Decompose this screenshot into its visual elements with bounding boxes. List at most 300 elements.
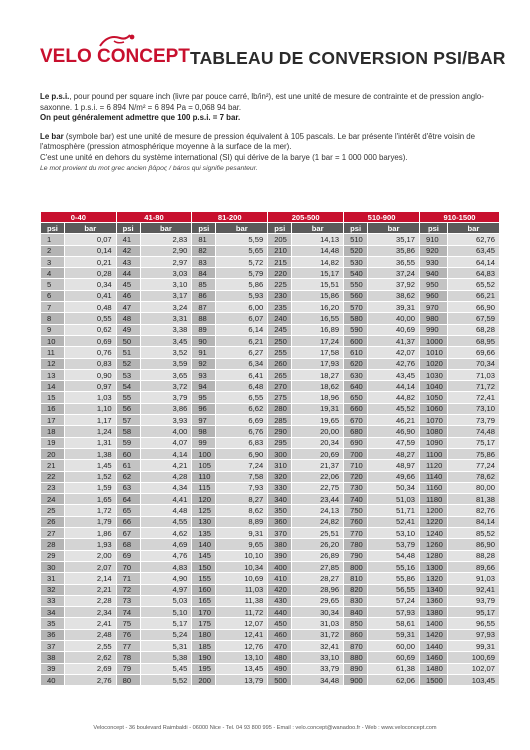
bar-cell: 5,59 <box>216 234 268 245</box>
psi-cell: 5 <box>41 279 65 290</box>
bar-cell: 78,62 <box>447 471 499 482</box>
bar-si-note: C'est une unité en dehors du système international (SI) qui dérive de la barye (1 bar = 1 000 000 baryes). <box>40 152 408 162</box>
psi-cell: 380 <box>268 539 292 550</box>
psi-cell: 125 <box>192 505 216 516</box>
psi-cell: 215 <box>268 256 292 267</box>
bar-cell: 1,03 <box>64 392 116 403</box>
bar-cell: 3,31 <box>140 313 192 324</box>
bar-cell: 82,76 <box>447 505 499 516</box>
psi-cell: 45 <box>116 279 140 290</box>
psi-cell: 590 <box>344 324 368 335</box>
table-row <box>41 268 500 279</box>
psi-cell: 1020 <box>419 358 447 369</box>
bar-cell: 2,21 <box>64 584 116 595</box>
bar-cell: 4,34 <box>140 482 192 493</box>
psi-rule-of-thumb <box>40 113 500 124</box>
bar-cell: 14,48 <box>292 245 344 256</box>
psi-cell: 1180 <box>419 494 447 505</box>
psi-cell: 450 <box>268 618 292 629</box>
bar-cell: 29,65 <box>292 595 344 606</box>
table-row <box>41 471 500 482</box>
bar-cell: 3,03 <box>140 268 192 279</box>
psi-cell: 750 <box>344 505 368 516</box>
bar-cell: 81,38 <box>447 494 499 505</box>
psi-cell: 840 <box>344 607 368 618</box>
psi-column-header: psi <box>268 223 292 234</box>
header <box>40 44 506 74</box>
psi-cell: 1140 <box>419 471 447 482</box>
table-row <box>41 369 500 380</box>
psi-cell: 1000 <box>419 335 447 346</box>
table-body <box>41 234 500 686</box>
bar-cell: 24,13 <box>292 505 344 516</box>
bar-cell: 0,28 <box>64 268 116 279</box>
bar-cell: 10,10 <box>216 550 268 561</box>
bar-cell: 9,65 <box>216 539 268 550</box>
psi-cell: 61 <box>116 460 140 471</box>
psi-cell: 1050 <box>419 392 447 403</box>
bar-cell: 55,86 <box>368 573 420 584</box>
psi-cell: 28 <box>41 539 65 550</box>
logo-velo: VELO <box>40 46 92 67</box>
bar-cell: 1,59 <box>64 482 116 493</box>
bar-cell: 6,90 <box>216 448 268 459</box>
psi-cell: 520 <box>344 245 368 256</box>
bar-cell: 103,45 <box>447 674 499 685</box>
psi-cell: 63 <box>116 482 140 493</box>
psi-cell: 1260 <box>419 539 447 550</box>
psi-cell: 1300 <box>419 561 447 572</box>
psi-cell: 40 <box>41 674 65 685</box>
bar-column-header: bar <box>368 223 420 234</box>
bar-cell: 4,48 <box>140 505 192 516</box>
bar-cell: 68,28 <box>447 324 499 335</box>
psi-cell: 88 <box>192 313 216 324</box>
bar-cell: 100,69 <box>447 652 499 663</box>
psi-cell: 135 <box>192 528 216 539</box>
psi-cell: 1240 <box>419 528 447 539</box>
table-row <box>41 663 500 674</box>
psi-cell: 60 <box>116 448 140 459</box>
psi-cell: 39 <box>41 663 65 674</box>
psi-cell: 990 <box>419 324 447 335</box>
bar-cell: 13,10 <box>216 652 268 663</box>
psi-cell: 24 <box>41 494 65 505</box>
psi-cell: 220 <box>268 268 292 279</box>
psi-cell: 1340 <box>419 584 447 595</box>
psi-cell: 320 <box>268 471 292 482</box>
table-row <box>41 460 500 471</box>
bar-cell: 12,41 <box>216 629 268 640</box>
psi-cell: 810 <box>344 573 368 584</box>
psi-cell: 295 <box>268 437 292 448</box>
bar-cell: 4,41 <box>140 494 192 505</box>
table-row <box>41 505 500 516</box>
bar-cell: 4,07 <box>140 437 192 448</box>
bar-cell: 6,62 <box>216 403 268 414</box>
psi-cell: 52 <box>116 358 140 369</box>
psi-cell: 65 <box>116 505 140 516</box>
psi-rule-text: On peut généralement admettre que 100 p.s.i. = 7 bar. <box>40 113 241 123</box>
bar-cell: 7,93 <box>216 482 268 493</box>
psi-cell: 18 <box>41 426 65 437</box>
bar-cell: 36,55 <box>368 256 420 267</box>
bar-cell: 2,28 <box>64 595 116 606</box>
psi-cell: 195 <box>192 663 216 674</box>
bar-cell: 5,86 <box>216 279 268 290</box>
psi-definition-text: , pour pound per square inch (livre par pouce carré, lb/in²), est une unité de mesure de contrainte et de pression anglo-saxonne. 1 p.s.i. = 6 894 N/m² = 6 894 Pa = 0,068 94 bar. <box>40 92 484 112</box>
bar-cell: 2,48 <box>64 629 116 640</box>
bar-cell: 6,83 <box>216 437 268 448</box>
bar-column-header: bar <box>140 223 192 234</box>
psi-cell: 150 <box>192 561 216 572</box>
bar-cell: 4,83 <box>140 561 192 572</box>
bar-cell: 5,38 <box>140 652 192 663</box>
table-row <box>41 392 500 403</box>
bar-cell: 12,07 <box>216 618 268 629</box>
psi-cell: 245 <box>268 324 292 335</box>
bar-cell: 2,83 <box>140 234 192 245</box>
psi-cell: 1040 <box>419 381 447 392</box>
bar-cell: 8,89 <box>216 516 268 527</box>
bar-cell: 44,14 <box>368 381 420 392</box>
psi-cell: 93 <box>192 369 216 380</box>
bar-cell: 95,17 <box>447 607 499 618</box>
psi-cell: 64 <box>116 494 140 505</box>
psi-cell: 22 <box>41 471 65 482</box>
table-row <box>41 313 500 324</box>
psi-cell: 165 <box>192 595 216 606</box>
bar-cell: 85,52 <box>447 528 499 539</box>
psi-cell: 460 <box>268 629 292 640</box>
bar-column-header: bar <box>216 223 268 234</box>
bar-cell: 99,31 <box>447 640 499 651</box>
bar-cell: 30,34 <box>292 607 344 618</box>
table-row <box>41 245 500 256</box>
psi-cell: 360 <box>268 516 292 527</box>
psi-cell: 85 <box>192 279 216 290</box>
bar-cell: 7,24 <box>216 460 268 471</box>
bar-cell: 22,75 <box>292 482 344 493</box>
psi-cell: 26 <box>41 516 65 527</box>
bar-cell: 27,85 <box>292 561 344 572</box>
psi-cell: 68 <box>116 539 140 550</box>
bar-cell: 4,55 <box>140 516 192 527</box>
range-header: 0-40 <box>41 212 117 223</box>
range-header: 81-200 <box>192 212 268 223</box>
psi-cell: 940 <box>419 268 447 279</box>
psi-cell: 10 <box>41 335 65 346</box>
bar-cell: 2,55 <box>64 640 116 651</box>
bar-cell: 4,90 <box>140 573 192 584</box>
psi-cell: 300 <box>268 448 292 459</box>
psi-cell: 1440 <box>419 640 447 651</box>
table-row <box>41 347 500 358</box>
psi-column-header: psi <box>116 223 140 234</box>
psi-cell: 1200 <box>419 505 447 516</box>
bar-cell: 8,62 <box>216 505 268 516</box>
bar-cell: 4,00 <box>140 426 192 437</box>
bar-cell: 93,79 <box>447 595 499 606</box>
table-row <box>41 426 500 437</box>
bar-cell: 59,31 <box>368 629 420 640</box>
bar-cell: 24,82 <box>292 516 344 527</box>
psi-cell: 930 <box>419 256 447 267</box>
psi-cell: 29 <box>41 550 65 561</box>
psi-cell: 57 <box>116 415 140 426</box>
psi-cell: 830 <box>344 595 368 606</box>
psi-cell: 410 <box>268 573 292 584</box>
bar-cell: 1,52 <box>64 471 116 482</box>
table-row <box>41 358 500 369</box>
table-row <box>41 618 500 629</box>
table-row <box>41 324 500 335</box>
psi-cell: 910 <box>419 234 447 245</box>
psi-cell: 51 <box>116 347 140 358</box>
bar-cell: 21,37 <box>292 460 344 471</box>
psi-column-header: psi <box>41 223 65 234</box>
psi-cell: 265 <box>268 369 292 380</box>
psi-cell: 310 <box>268 460 292 471</box>
psi-cell: 490 <box>268 663 292 674</box>
psi-cell: 38 <box>41 652 65 663</box>
psi-cell: 185 <box>192 640 216 651</box>
psi-cell: 280 <box>268 403 292 414</box>
bar-cell: 1,45 <box>64 460 116 471</box>
bar-cell: 37,92 <box>368 279 420 290</box>
bar-cell: 39,31 <box>368 302 420 313</box>
psi-cell: 255 <box>268 347 292 358</box>
bar-cell: 75,17 <box>447 437 499 448</box>
psi-cell: 570 <box>344 302 368 313</box>
table-row <box>41 437 500 448</box>
bar-cell: 3,79 <box>140 392 192 403</box>
table-row <box>41 448 500 459</box>
bar-cell: 6,34 <box>216 358 268 369</box>
bar-cell: 5,72 <box>216 256 268 267</box>
bar-cell: 1,79 <box>64 516 116 527</box>
bar-cell: 20,00 <box>292 426 344 437</box>
bar-cell: 88,28 <box>447 550 499 561</box>
bar-cell: 102,07 <box>447 663 499 674</box>
psi-cell: 600 <box>344 335 368 346</box>
psi-cell: 180 <box>192 629 216 640</box>
psi-cell: 30 <box>41 561 65 572</box>
bar-cell: 11,03 <box>216 584 268 595</box>
psi-cell: 115 <box>192 482 216 493</box>
psi-cell: 560 <box>344 290 368 301</box>
psi-cell: 120 <box>192 494 216 505</box>
bar-cell: 0,62 <box>64 324 116 335</box>
psi-cell: 970 <box>419 302 447 313</box>
bar-cell: 51,71 <box>368 505 420 516</box>
psi-cell: 850 <box>344 618 368 629</box>
page-title: TABLEAU DE CONVERSION PSI/BAR <box>190 48 506 68</box>
psi-cell: 890 <box>344 663 368 674</box>
psi-cell: 1030 <box>419 369 447 380</box>
bar-cell: 6,14 <box>216 324 268 335</box>
bar-cell: 3,86 <box>140 403 192 414</box>
bar-cell: 89,66 <box>447 561 499 572</box>
bar-cell: 61,38 <box>368 663 420 674</box>
psi-cell: 190 <box>192 652 216 663</box>
psi-cell: 260 <box>268 358 292 369</box>
table-row <box>41 674 500 685</box>
bar-cell: 6,55 <box>216 392 268 403</box>
bar-cell: 31,03 <box>292 618 344 629</box>
bar-cell: 73,10 <box>447 403 499 414</box>
bar-cell: 34,48 <box>292 674 344 685</box>
psi-cell: 36 <box>41 629 65 640</box>
bar-cell: 3,65 <box>140 369 192 380</box>
psi-cell: 67 <box>116 528 140 539</box>
range-header: 910-1500 <box>419 212 499 223</box>
psi-cell: 1420 <box>419 629 447 640</box>
bar-cell: 53,79 <box>368 539 420 550</box>
psi-cell: 330 <box>268 482 292 493</box>
psi-cell: 31 <box>41 573 65 584</box>
psi-cell: 920 <box>419 245 447 256</box>
psi-cell: 62 <box>116 471 140 482</box>
psi-cell: 950 <box>419 279 447 290</box>
psi-cell: 820 <box>344 584 368 595</box>
bar-cell: 45,52 <box>368 403 420 414</box>
table-row <box>41 640 500 651</box>
psi-cell: 510 <box>344 234 368 245</box>
bar-cell: 1,38 <box>64 448 116 459</box>
bar-cell: 4,62 <box>140 528 192 539</box>
psi-cell: 56 <box>116 403 140 414</box>
psi-cell: 170 <box>192 607 216 618</box>
psi-cell: 43 <box>116 256 140 267</box>
bar-cell: 62,06 <box>368 674 420 685</box>
table-row <box>41 652 500 663</box>
bar-cell: 19,65 <box>292 415 344 426</box>
range-header: 510-900 <box>344 212 420 223</box>
psi-cell: 1090 <box>419 437 447 448</box>
bar-cell: 9,31 <box>216 528 268 539</box>
psi-cell: 720 <box>344 471 368 482</box>
psi-cell: 770 <box>344 528 368 539</box>
bar-cell: 5,45 <box>140 663 192 674</box>
psi-cell: 72 <box>116 584 140 595</box>
psi-cell: 1500 <box>419 674 447 685</box>
bar-cell: 4,97 <box>140 584 192 595</box>
psi-cell: 390 <box>268 550 292 561</box>
bar-cell: 31,72 <box>292 629 344 640</box>
psi-definition <box>40 92 500 113</box>
table-row <box>41 584 500 595</box>
bar-cell: 22,06 <box>292 471 344 482</box>
bar-cell: 38,62 <box>368 290 420 301</box>
psi-cell: 880 <box>344 652 368 663</box>
bar-cell: 0,07 <box>64 234 116 245</box>
psi-cell: 77 <box>116 640 140 651</box>
psi-cell: 140 <box>192 539 216 550</box>
bar-cell: 13,79 <box>216 674 268 685</box>
psi-cell: 70 <box>116 561 140 572</box>
bar-cell: 2,07 <box>64 561 116 572</box>
psi-cell: 430 <box>268 595 292 606</box>
bar-cell: 0,90 <box>64 369 116 380</box>
bar-column-header: bar <box>292 223 344 234</box>
psi-cell: 200 <box>192 674 216 685</box>
bar-cell: 10,34 <box>216 561 268 572</box>
bar-cell: 6,00 <box>216 302 268 313</box>
psi-cell: 7 <box>41 302 65 313</box>
bar-cell: 71,72 <box>447 381 499 392</box>
psi-cell: 340 <box>268 494 292 505</box>
psi-cell: 740 <box>344 494 368 505</box>
psi-cell: 650 <box>344 392 368 403</box>
bar-column-header: bar <box>64 223 116 234</box>
psi-cell: 1060 <box>419 403 447 414</box>
bar-cell: 26,89 <box>292 550 344 561</box>
bar-cell: 74,48 <box>447 426 499 437</box>
psi-cell: 99 <box>192 437 216 448</box>
bar-cell: 3,38 <box>140 324 192 335</box>
psi-cell: 285 <box>268 415 292 426</box>
psi-cell: 900 <box>344 674 368 685</box>
psi-cell: 110 <box>192 471 216 482</box>
psi-cell: 1400 <box>419 618 447 629</box>
psi-cell: 175 <box>192 618 216 629</box>
bar-cell: 6,21 <box>216 335 268 346</box>
bar-cell: 26,20 <box>292 539 344 550</box>
table-row <box>41 415 500 426</box>
psi-cell: 90 <box>192 335 216 346</box>
bar-cell: 75,86 <box>447 448 499 459</box>
psi-cell: 105 <box>192 460 216 471</box>
psi-cell: 97 <box>192 415 216 426</box>
intro-text <box>40 92 500 174</box>
psi-column-header: psi <box>192 223 216 234</box>
psi-cell: 470 <box>268 640 292 651</box>
psi-cell: 44 <box>116 268 140 279</box>
bar-cell: 0,41 <box>64 290 116 301</box>
psi-cell: 94 <box>192 381 216 392</box>
bar-cell: 50,34 <box>368 482 420 493</box>
psi-cell: 270 <box>268 381 292 392</box>
psi-cell: 81 <box>192 234 216 245</box>
bar-column-header: bar <box>447 223 499 234</box>
psi-cell: 71 <box>116 573 140 584</box>
bar-cell: 40,69 <box>368 324 420 335</box>
bar-cell: 20,34 <box>292 437 344 448</box>
bar-cell: 28,96 <box>292 584 344 595</box>
bar-cell: 0,83 <box>64 358 116 369</box>
psi-cell: 55 <box>116 392 140 403</box>
psi-cell: 1480 <box>419 663 447 674</box>
psi-cell: 670 <box>344 415 368 426</box>
psi-cell: 9 <box>41 324 65 335</box>
psi-cell: 69 <box>116 550 140 561</box>
bar-definition-text: (symbole bar) est une unité de mesure de pression équivalent à 105 pascals. Le bar présente l'intérêt d'être voisin de l'atmosphère (pression atmosphérique moyenne à la surface de la mer). <box>40 131 476 152</box>
psi-cell: 730 <box>344 482 368 493</box>
psi-cell: 87 <box>192 302 216 313</box>
psi-cell: 860 <box>344 629 368 640</box>
psi-cell: 66 <box>116 516 140 527</box>
bar-cell: 2,00 <box>64 550 116 561</box>
bar-cell: 67,59 <box>447 313 499 324</box>
table-row <box>41 494 500 505</box>
psi-cell: 240 <box>268 313 292 324</box>
psi-cell: 540 <box>344 268 368 279</box>
bar-cell: 15,51 <box>292 279 344 290</box>
bar-cell: 51,03 <box>368 494 420 505</box>
bar-cell: 60,69 <box>368 652 420 663</box>
psi-cell: 12 <box>41 358 65 369</box>
